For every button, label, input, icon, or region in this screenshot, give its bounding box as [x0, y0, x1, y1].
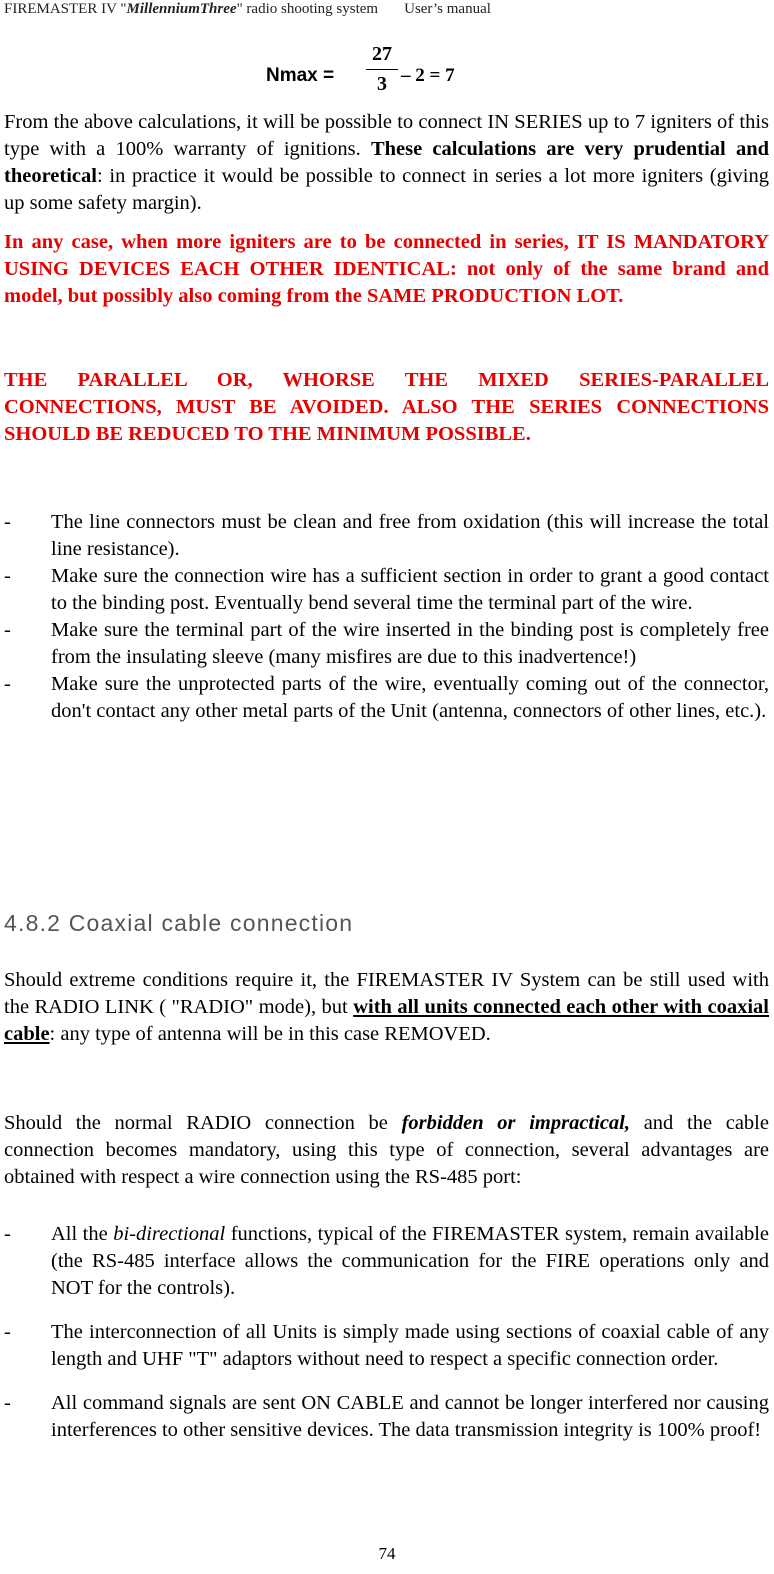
- list-item-text: Make sure the unprotected parts of the wire, eventually coming out of the connector, don't contact any other metal parts of the Unit (antenna, connectors of other lines, etc.).: [51, 673, 769, 722]
- formula-numerator: 27: [372, 43, 392, 65]
- list-item-italic: bi-directional: [113, 1223, 226, 1245]
- warning-identical-devices: In any case, when more igniters are to be connected in series, IT IS MANDATORY USING DEVICES EACH OTHER IDENTICAL: not only of the same brand and model, but possibly also coming from the SAME PRODUCTION LOT.: [4, 231, 769, 307]
- list-item: [4, 671, 769, 725]
- advantages-list: [4, 1221, 769, 1461]
- para5-text-a: Should the normal RADIO connection be: [4, 1112, 402, 1134]
- warning-parallel-connections: THE PARALLEL OR, WHORSE THE MIXED SERIES-PARALLEL CONNECTIONS, MUST BE AVOIDED. ALSO THE SERIES CONNECTIONS SHOULD BE REDUCED TO THE MINIMUM POSSIBLE.: [4, 369, 769, 445]
- formula-denominator: 3: [377, 73, 387, 95]
- section-heading: 4.8.2 Coaxial cable connection: [4, 910, 354, 936]
- formula-fraction: [366, 42, 398, 96]
- advantages-paragraph: [4, 1110, 769, 1191]
- list-dash: -: [4, 1321, 11, 1343]
- para5-text-b: and the cable connection becomes mandatory, using this type of connection, several advantages are obtained with respect a wire connection using the RS-485 port:: [4, 1112, 769, 1188]
- list-dash: -: [4, 619, 11, 641]
- list-item-text: The interconnection of all Units is simply made using sections of coaxial cable of any length and UHF "T" adaptors without need to respect a specific connection order.: [51, 1321, 769, 1370]
- para4-text-a: Should extreme conditions require it, the FIREMASTER IV System can be still used with the RADIO LINK ( "RADIO" mode), but: [4, 969, 769, 1018]
- list-dash: -: [4, 511, 11, 533]
- list-dash: -: [4, 673, 11, 695]
- formula-lhs: Nmax =: [266, 65, 335, 86]
- para4-text-b: : any type of antenna will be in this case REMOVED.: [49, 1023, 491, 1045]
- header-product: FIREMASTER IV ": [4, 1, 127, 17]
- para5-emphasis: forbidden or impractical,: [401, 1112, 630, 1134]
- list-item-text: The line connectors must be clean and free from oxidation (this will increase the total line resistance).: [51, 511, 769, 560]
- list-item: [4, 509, 769, 563]
- header-manual: User’s manual: [404, 1, 491, 17]
- list-item: [4, 617, 769, 671]
- list-item: [4, 1319, 769, 1373]
- para1-text-b: : in practice it would be possible to connect in series a lot more igniters (giving up some safety margin).: [4, 165, 769, 214]
- list-item: [4, 1221, 769, 1302]
- list-item-text: All command signals are sent ON CABLE and cannot be longer interfered nor causing interferences to other sensitive devices. The data transmission integrity is 100% proof!: [51, 1392, 769, 1441]
- para1-text-a: From the above calculations, it will be possible to connect IN SERIES up to 7 igniters of this type with a 100% warranty of ignitions.: [4, 111, 769, 160]
- para4-underlined: with all units connected each other with coaxial cable: [4, 996, 769, 1045]
- header-brand: MillenniumThree: [126, 1, 237, 17]
- coaxial-paragraph: [4, 967, 769, 1048]
- list-item: [4, 1390, 769, 1444]
- para1-bold: These calculations are very prudential and theoretical: [4, 138, 769, 187]
- header-after-brand: " radio shooting system: [236, 1, 379, 17]
- formula-rhs: – 2 = 7: [401, 65, 455, 86]
- list-dash: -: [4, 565, 11, 587]
- list-dash: -: [4, 1223, 11, 1245]
- list-item-text-b: functions, typical of the FIREMASTER system, remain available (the RS-485 interface allows the communication for the FIRE operations only and NOT for the controls).: [51, 1223, 769, 1299]
- fraction-bar: [366, 69, 398, 70]
- list-item-text: Make sure the terminal part of the wire inserted in the binding post is completely free from the insulating sleeve (many misfires are due to this inadvertence!): [51, 619, 769, 668]
- list-dash: -: [4, 1392, 11, 1414]
- list-item-text: Make sure the connection wire has a sufficient section in order to grant a good contact to the binding post. Eventually bend several time the terminal part of the wire.: [51, 565, 769, 614]
- page-number: 74: [378, 1544, 396, 1563]
- nmax-formula: [4, 38, 769, 108]
- list-item: [4, 563, 769, 617]
- calculation-paragraph: [4, 109, 769, 217]
- connector-tips-list: [4, 509, 769, 725]
- page-header: [4, 0, 769, 18]
- list-item-text: All the: [51, 1223, 114, 1245]
